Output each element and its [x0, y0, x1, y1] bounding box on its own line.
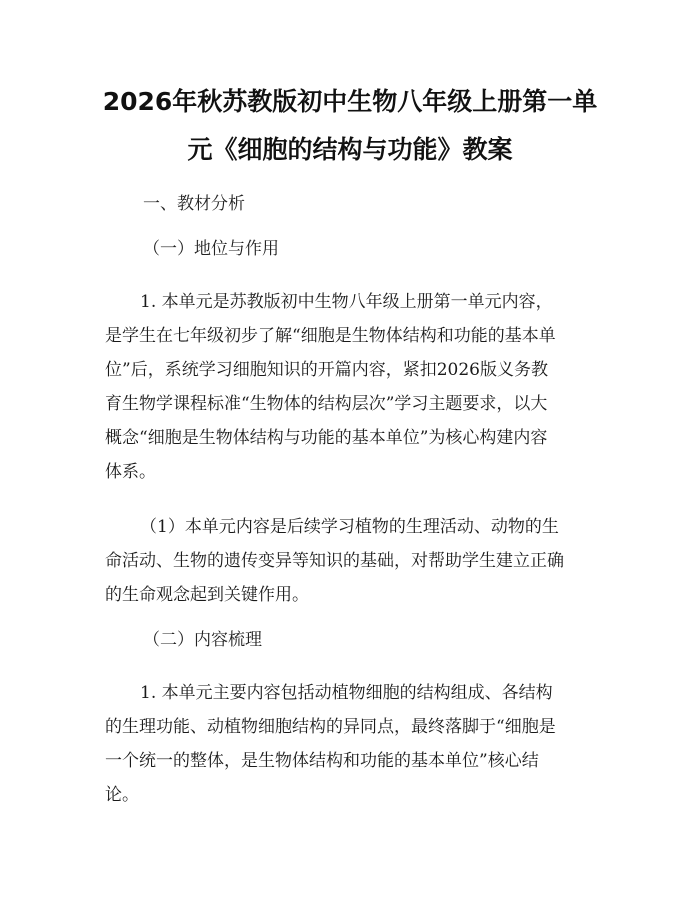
- paragraph-line: 概念“细胞是生物体结构与功能的基本单位”为核心构建内容: [105, 428, 548, 448]
- paragraph-line: 育生物学课程标准“生物体的结构层次”学习主题要求，以大: [105, 394, 548, 414]
- subsection-heading-content-outline: （二）内容梳理: [143, 630, 262, 650]
- paragraph-line: 的生命观念起到关键作用。: [105, 585, 309, 605]
- paragraph-line: 是学生在七年级初步了解“细胞是生物体结构和功能的基本单: [105, 326, 556, 346]
- document-title-line-1: 2026年秋苏教版初中生物八年级上册第一单: [102, 87, 598, 116]
- paragraph-line: 位”后，系统学习细胞知识的开篇内容，紧扣2026版义务教: [105, 360, 548, 380]
- subsection-heading-position-role: （一）地位与作用: [143, 239, 279, 259]
- paragraph-unit-overview: [105, 285, 605, 489]
- paragraph-unit-foundation: [105, 510, 605, 612]
- paragraph-line: 1. 本单元主要内容包括动植物细胞的结构组成、各结构: [140, 683, 553, 703]
- paragraph-line: （1）本单元内容是后续学习植物的生理活动、动物的生: [140, 517, 559, 537]
- section-heading-textbook-analysis: 一、教材分析: [143, 194, 245, 214]
- paragraph-line: 一个统一的整体，是生物体结构和功能的基本单位”核心结: [105, 751, 539, 771]
- paragraph-line: 论。: [105, 785, 139, 805]
- paragraph-line: 1. 本单元是苏教版初中生物八年级上册第一单元内容，: [140, 292, 553, 312]
- document-title-line-2: 元《细胞的结构与功能》教案: [187, 135, 513, 164]
- paragraph-line: 命活动、生物的遗传变异等知识的基础，对帮助学生建立正确: [105, 551, 564, 571]
- paragraph-line: 体系。: [105, 462, 156, 482]
- paragraph-unit-content: [105, 676, 605, 812]
- paragraph-line: 的生理功能、动植物细胞结构的异同点，最终落脚于“细胞是: [105, 717, 556, 737]
